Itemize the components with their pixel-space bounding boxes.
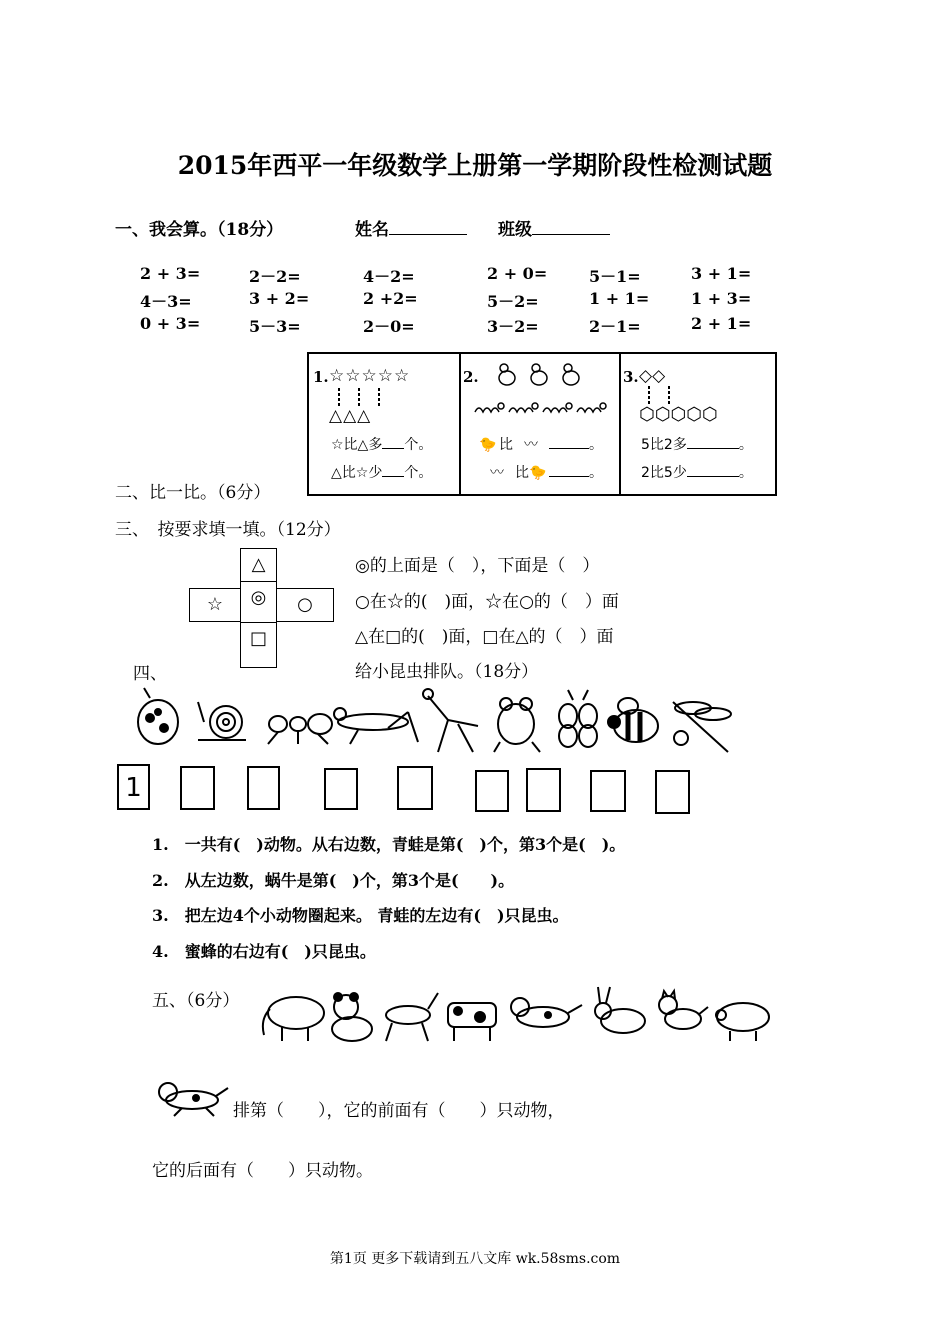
- elephant-icon: [263, 997, 324, 1041]
- section3-line-3: △在□的( )面，□在△的（ ）面: [355, 627, 614, 647]
- compare-panel-3: [621, 354, 773, 494]
- grid-center: ◎: [240, 581, 277, 623]
- butterfly-icon: [559, 690, 597, 747]
- name-blank[interactable]: [389, 234, 467, 235]
- ladybug-icon: [138, 688, 178, 744]
- section4-question-1: 1. 一共有( )动物。从右边数，青蛙是第( )个，第3个是( )。: [152, 835, 626, 854]
- compare-panel-1: [309, 354, 461, 494]
- hexagons-row: ⬡⬡⬡⬡⬡: [639, 404, 718, 425]
- calc-item: 1 + 3=: [691, 289, 752, 308]
- panel-1-number: 1.: [313, 368, 329, 386]
- panel-1-q1: ☆比△多 个。: [331, 437, 433, 453]
- dog-icon: [511, 998, 582, 1027]
- answer-blank[interactable]: [549, 448, 589, 449]
- calc-item: 2 + 0=: [487, 264, 548, 283]
- panel-3-q1: 5比2多 。: [641, 437, 753, 453]
- class-blank[interactable]: [532, 234, 610, 235]
- calc-item: 3 + 2=: [249, 289, 310, 308]
- answer-blank[interactable]: [687, 448, 739, 449]
- section3-heading: 三、 按要求填一填。（12分）: [115, 520, 341, 540]
- answer-blank[interactable]: [687, 476, 739, 477]
- order-box[interactable]: [655, 770, 690, 814]
- diamonds-row: ◇◇: [639, 366, 666, 386]
- rabbit-icon: [595, 987, 645, 1033]
- order-box[interactable]: [526, 768, 561, 812]
- section4-instruction: 给小昆虫排队。（18分）: [355, 662, 539, 682]
- chick-icon: 🐤: [529, 465, 547, 481]
- section4-question-2: 2. 从左边数，蜗牛是第( )个，第3个是( )。: [152, 871, 515, 890]
- calc-item: 2 + 1=: [691, 314, 752, 333]
- cat-icon: [659, 991, 708, 1029]
- calc-item: 5－2=: [487, 292, 539, 311]
- order-box-first[interactable]: 1: [117, 764, 150, 810]
- order-box[interactable]: [247, 766, 280, 810]
- section3-line-1: ◎的上面是（ ），下面是（ ）: [355, 556, 600, 576]
- order-box[interactable]: [475, 770, 509, 812]
- section3-line-2: ○在☆的( )面，☆在○的（ ）面: [355, 592, 619, 612]
- calc-item: 4－3=: [140, 292, 192, 311]
- calc-item: 2 + 3=: [140, 264, 201, 283]
- calc-item: 2－0=: [363, 317, 415, 336]
- section5-question-2: 它的后面有（ ）只动物。: [152, 1161, 373, 1181]
- pig-icon: [716, 1003, 769, 1041]
- page-footer: 第1页 更多下载请到五八文库 wk.58sms.com: [329, 1251, 621, 1267]
- order-box[interactable]: [397, 766, 433, 810]
- section4-heading: 四、: [133, 664, 167, 684]
- caterpillar-icons: [473, 398, 613, 418]
- dashed-connectors: [331, 388, 391, 406]
- order-box[interactable]: [180, 766, 215, 810]
- section2-heading: 二、比一比。（6分）: [115, 483, 271, 503]
- panel-2-q2: 〰 比🐤 。: [479, 462, 603, 482]
- snail-icon: [198, 702, 246, 740]
- panel-3-q2: 2比5少 。: [641, 465, 753, 481]
- grid-top: △: [240, 548, 277, 582]
- panel-3-number: 3.: [623, 368, 639, 386]
- panel-2-number: 2.: [463, 368, 479, 386]
- answer-blank[interactable]: [382, 448, 404, 449]
- calc-item: 2 +2=: [363, 289, 418, 308]
- cow-icon: [448, 1003, 496, 1041]
- panda-icon: [332, 993, 372, 1041]
- ant-icon: [268, 714, 332, 744]
- answer-blank[interactable]: [382, 476, 404, 477]
- dog-icon: [152, 1078, 230, 1118]
- calc-item: 2－2=: [249, 267, 301, 286]
- class-label: 班级: [498, 215, 610, 240]
- calc-item: 4－2=: [363, 267, 415, 286]
- grasshopper-icon: [334, 708, 418, 744]
- section1-heading: 一、我会算。（18分）: [115, 220, 284, 240]
- section4-question-4: 4. 蜜蜂的右边有( )只昆虫。: [152, 942, 376, 961]
- calc-item: 1 + 1=: [589, 289, 650, 308]
- caterpillar-icon: 〰: [524, 437, 538, 453]
- calc-item: 0 + 3=: [140, 314, 201, 333]
- grid-left: ☆: [189, 588, 241, 622]
- name-label: 姓名: [355, 215, 467, 240]
- panel-1-q2: △比☆少 个。: [331, 465, 433, 481]
- calc-item: 3－2=: [487, 317, 539, 336]
- compare-panel-2: [459, 354, 621, 494]
- page-title: 2015年西平一年级数学上册第一学期阶段性检测试题: [177, 151, 773, 180]
- stars-row: ☆☆☆☆☆: [329, 366, 411, 386]
- frog-icon: [494, 698, 540, 752]
- chick-icon: 🐤: [479, 437, 497, 453]
- answer-blank[interactable]: [549, 476, 589, 477]
- grid-right: ○: [276, 588, 334, 622]
- section4-question-3: 3. 把左边4个小动物圈起来。 青蛙的左边有( )只昆虫。: [152, 906, 569, 925]
- caterpillar-icon: 〰: [490, 465, 504, 481]
- bee-icon: [608, 698, 658, 742]
- calc-item: 5－1=: [589, 267, 641, 286]
- calc-item: 3 + 1=: [691, 264, 752, 283]
- compare-box: [307, 352, 777, 496]
- dashed-connectors: [641, 386, 681, 404]
- section5-question-1: 排第（ ），它的前面有（ ）只动物，: [233, 1101, 565, 1121]
- panel-2-q1: 🐤 比 〰 。: [479, 434, 603, 454]
- triangles-row: △△△: [329, 406, 372, 426]
- chick-icons: [493, 362, 603, 388]
- insect-row: [128, 682, 738, 762]
- dragonfly-icon: [673, 702, 731, 752]
- calc-item: 2－1=: [589, 317, 641, 336]
- horse-icon: [386, 993, 438, 1041]
- order-box[interactable]: [590, 770, 626, 812]
- section5-heading: 五、（6分）: [152, 991, 240, 1011]
- mantis-icon: [423, 689, 478, 752]
- order-box[interactable]: [324, 768, 358, 810]
- calc-item: 5－3=: [249, 317, 301, 336]
- grid-bottom: □: [240, 622, 277, 668]
- animal-row: [258, 985, 783, 1045]
